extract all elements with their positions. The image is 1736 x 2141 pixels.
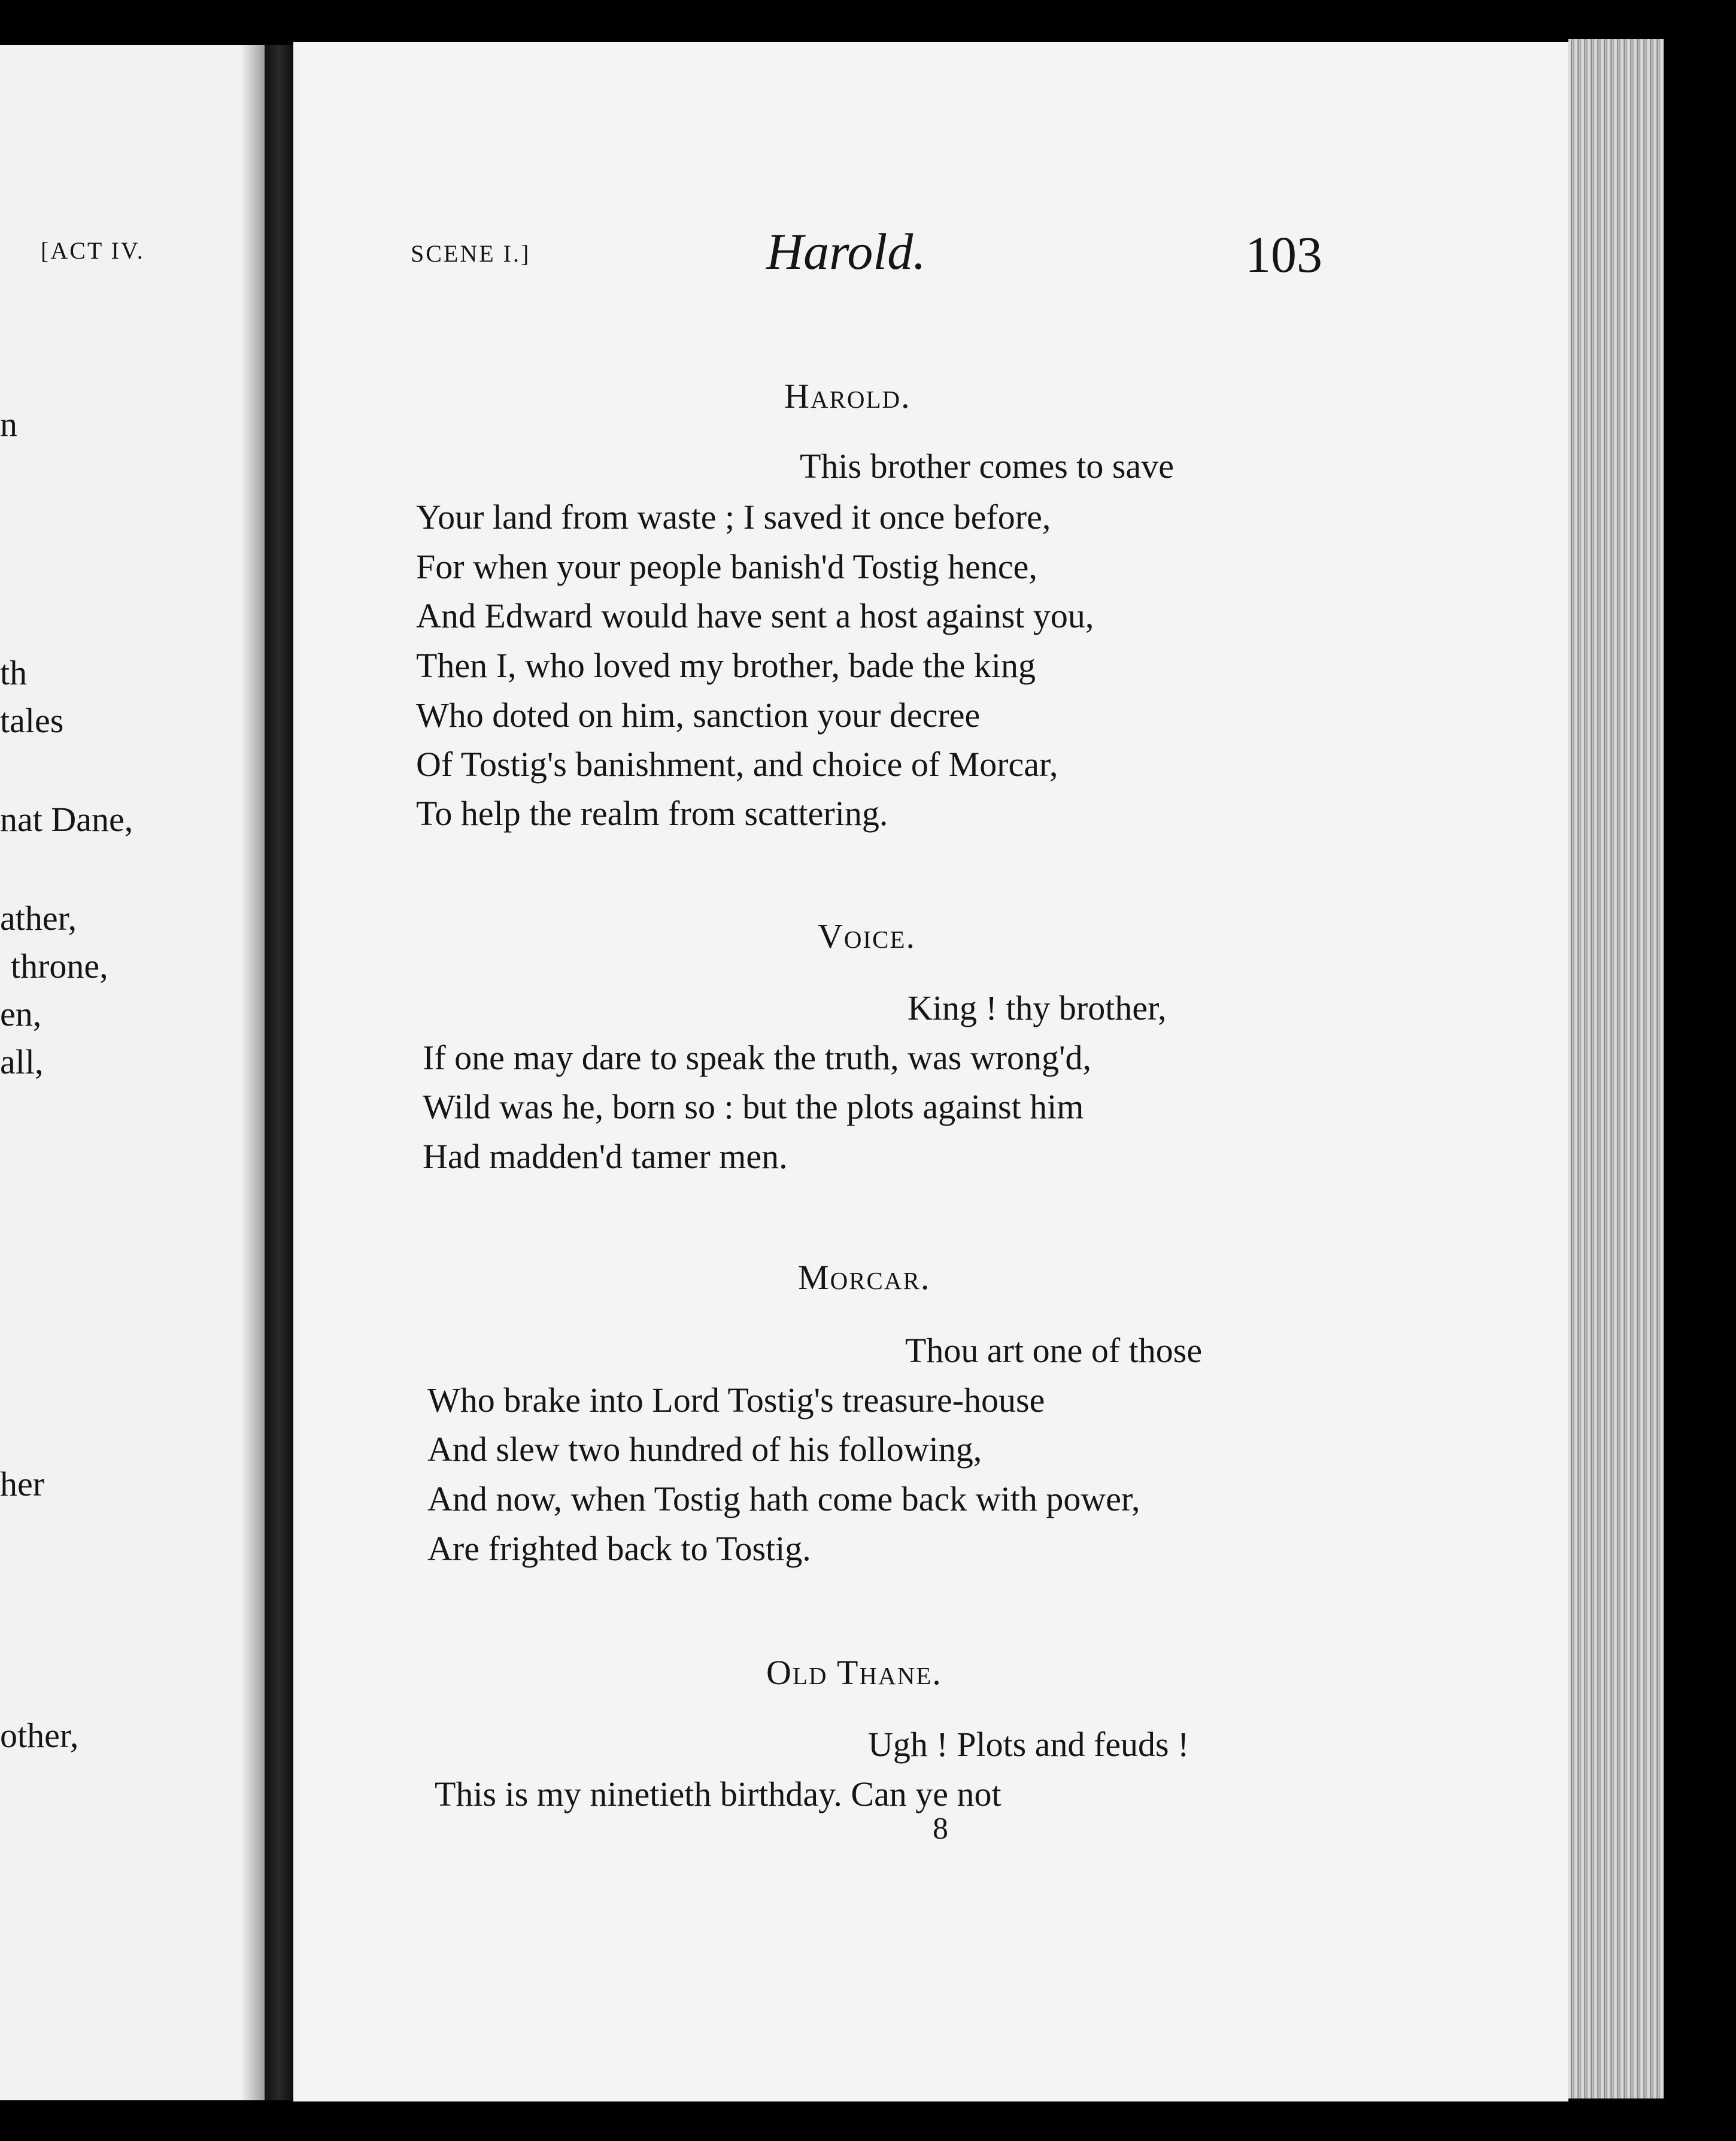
verse-line: And Edward would have sent a host against you, xyxy=(416,596,1094,635)
verse-line: Wild was he, born so : but the plots against him xyxy=(423,1087,1084,1126)
verse-line: Your land from waste ; I saved it once before, xyxy=(416,498,1051,536)
book-page xyxy=(293,42,1568,2101)
verse-line: For when your people banish'd Tostig hence, xyxy=(416,547,1037,586)
speaker-name: Harold. xyxy=(784,377,911,416)
left-page xyxy=(0,45,265,2100)
verse-line: King ! thy brother, xyxy=(908,988,1167,1027)
verse-line: Ugh ! Plots and feuds ! xyxy=(868,1725,1189,1764)
book-gutter xyxy=(265,45,293,2100)
left-line-fragment: tales xyxy=(0,701,64,740)
verse-line: If one may dare to speak the truth, was wrong'd, xyxy=(423,1038,1091,1077)
page-shadow xyxy=(241,45,265,2100)
verse-line: And now, when Tostig hath come back with power, xyxy=(427,1479,1140,1518)
verse-line: Are frighted back to Tostig. xyxy=(427,1529,811,1568)
left-running-head: [ACT IV. xyxy=(41,237,145,264)
left-line-fragment: ather, xyxy=(0,899,77,938)
verse-line: Then I, who loved my brother, bade the king xyxy=(416,646,1036,685)
page-number: 103 xyxy=(1245,226,1322,283)
signature-mark: 8 xyxy=(933,1812,948,1846)
scene-label: SCENE I.] xyxy=(411,240,531,267)
left-line-fragment: her xyxy=(0,1464,45,1503)
verse-line: Of Tostig's banishment, and choice of Morcar, xyxy=(416,745,1058,784)
verse-line: This brother comes to save xyxy=(800,447,1174,486)
speaker-name: Old Thane. xyxy=(766,1653,942,1692)
left-line-fragment: other, xyxy=(0,1716,79,1755)
verse-line: This is my ninetieth birthday. Can ye not xyxy=(435,1775,1001,1814)
page-fore-edge xyxy=(1568,39,1664,2098)
left-line-fragment: nat Dane, xyxy=(0,800,133,839)
speaker-name: Voice. xyxy=(818,917,916,956)
left-line-fragment: all, xyxy=(0,1042,44,1081)
verse-line: Who doted on him, sanction your decree xyxy=(416,696,981,735)
left-line-fragment: en, xyxy=(0,994,42,1033)
verse-line: And slew two hundred of his following, xyxy=(427,1430,982,1469)
verse-line: To help the realm from scattering. xyxy=(416,794,888,833)
left-line-fragment: throne, xyxy=(11,947,108,985)
scan-background xyxy=(1664,24,1736,2141)
speaker-name: Morcar. xyxy=(798,1258,931,1297)
running-title: Harold. xyxy=(766,223,926,280)
verse-line: Who brake into Lord Tostig's treasure-house xyxy=(427,1381,1045,1420)
verse-line: Thou art one of those xyxy=(905,1331,1203,1370)
verse-line: Had madden'd tamer men. xyxy=(423,1137,788,1176)
left-line-fragment: th xyxy=(0,653,28,692)
left-line-fragment: n xyxy=(0,405,17,444)
